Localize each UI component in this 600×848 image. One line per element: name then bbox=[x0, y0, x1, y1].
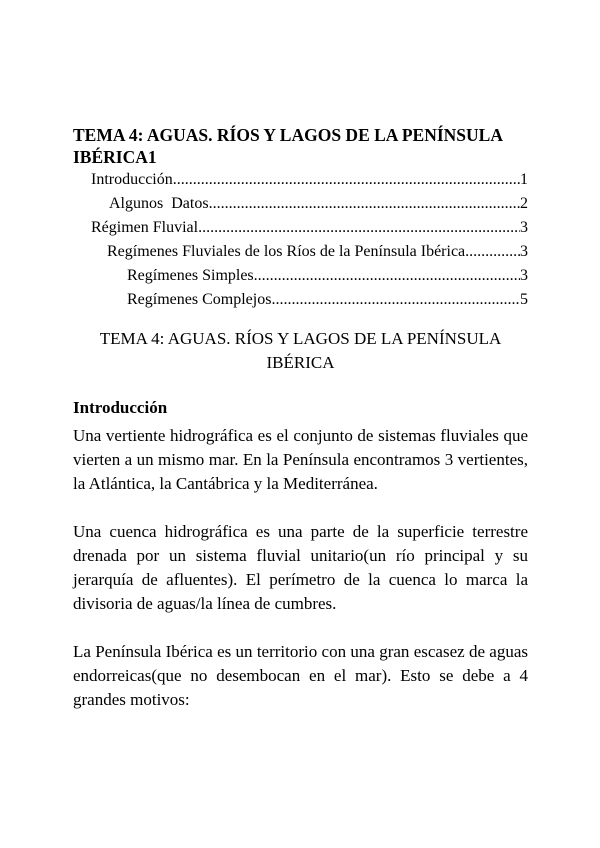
toc-page-number: 3 bbox=[520, 243, 528, 260]
toc-entry-regimen-fluvial[interactable] bbox=[73, 216, 528, 240]
toc-page-number: 1 bbox=[520, 171, 528, 188]
toc-page-number: 2 bbox=[520, 195, 528, 212]
toc-dot-leader bbox=[173, 168, 520, 192]
toc-dot-leader bbox=[198, 216, 520, 240]
toc-page-number: 5 bbox=[520, 291, 528, 308]
toc-entry-tema-4-line1: TEMA 4: AGUAS. RÍOS Y LAGOS DE LA PENÍNSULA bbox=[73, 125, 503, 145]
toc-entry-regimenes-fluviales[interactable] bbox=[73, 240, 528, 264]
document-title: TEMA 4: AGUAS. RÍOS Y LAGOS DE LA PENÍNSULA IBÉRICA bbox=[99, 329, 502, 372]
toc-entry-regimenes-simples[interactable] bbox=[73, 264, 528, 288]
toc-entry-label: Introducción bbox=[91, 171, 173, 188]
toc-dot-leader bbox=[209, 192, 520, 216]
toc-entry-label: Regímenes Complejos bbox=[127, 291, 272, 308]
toc-page-number: 3 bbox=[520, 267, 528, 284]
toc-entry-introduccion[interactable] bbox=[73, 168, 528, 192]
paragraph-cuenca: Una cuenca hidrográfica es una parte de la superficie terrestre drenada por un sistema fluvial unitario(un río principal y su jerarquía de afluentes). El perímetro de la cuenca lo marca la divisoria de aguas/la línea de cumbres. bbox=[73, 522, 528, 613]
toc-entry-algunos-datos[interactable] bbox=[73, 192, 528, 216]
toc-entry-label: Regímenes Simples bbox=[127, 267, 254, 284]
toc-entry-label: Algunos Datos bbox=[109, 195, 209, 212]
toc-dot-leader bbox=[254, 264, 520, 288]
toc-entry-label: Regímenes Fluviales de los Ríos de la Península Ibérica bbox=[107, 243, 466, 260]
paragraph-peninsula: La Península Ibérica es un territorio con una gran escasez de aguas endorreicas(que no desembocan en el mar). Esto se debe a 4 grandes motivos: bbox=[73, 642, 528, 709]
toc-page-number: 1 bbox=[147, 147, 157, 167]
toc-dot-leader bbox=[271, 288, 520, 312]
toc-page-number: 3 bbox=[520, 219, 528, 236]
toc-entry-regimenes-complejos[interactable] bbox=[73, 288, 528, 312]
toc-entry-tema-4[interactable] bbox=[73, 124, 528, 168]
toc-dot-leader bbox=[465, 240, 520, 264]
toc-entry-label: Régimen Fluvial bbox=[91, 219, 199, 236]
paragraph-vertiente: Una vertiente hidrográfica es el conjunto de sistemas fluviales que vierten a un mismo mar. En la Península encontramos 3 vertientes, la Atlántica, la Cantábrica y la Mediterránea. bbox=[73, 426, 528, 493]
toc-entry-tema-4-line2: IBÉRICA bbox=[73, 147, 148, 167]
table-of-contents bbox=[73, 124, 528, 312]
section-heading-introduccion: Introducción bbox=[73, 398, 168, 417]
